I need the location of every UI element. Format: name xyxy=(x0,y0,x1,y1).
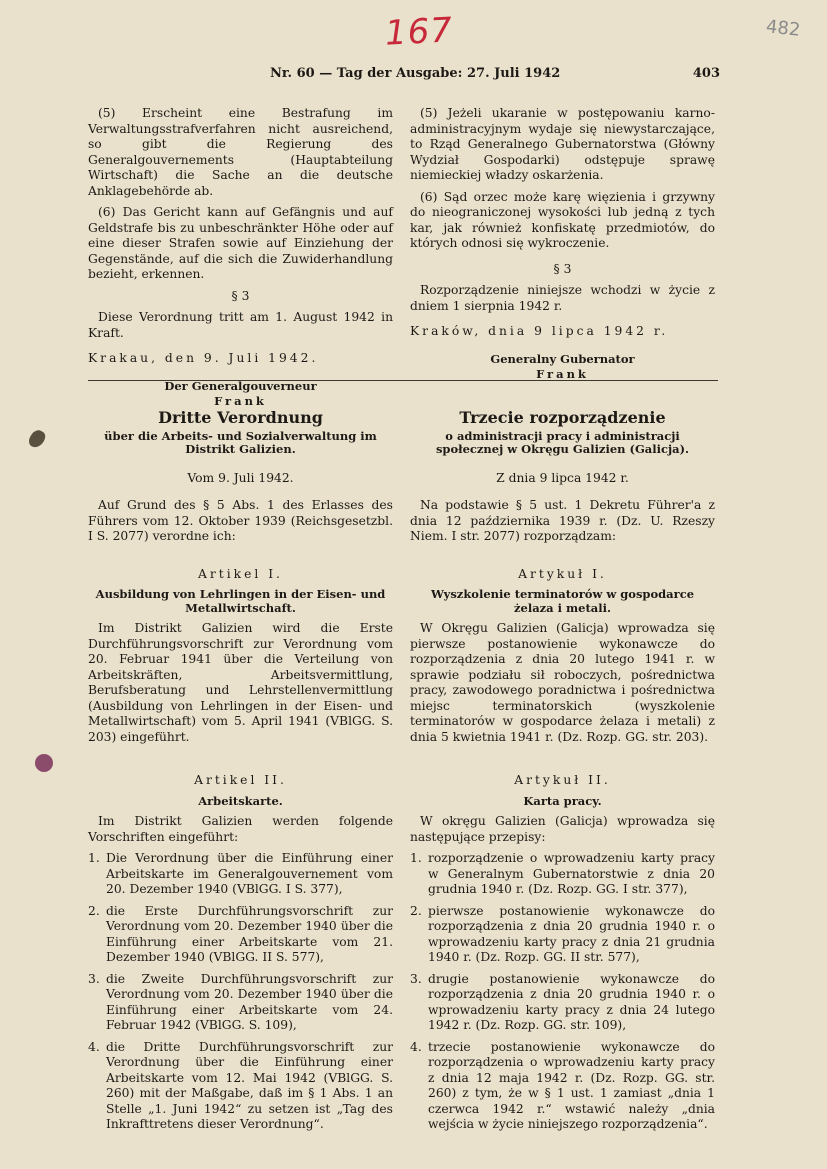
article-2-intro: W okręgu Galizien (Galicja) wprowadza się następujące przepisy: xyxy=(410,814,715,844)
article-1-title: Wyszkolenie terminatorów w gospodarce żelaza i metali. xyxy=(430,587,695,615)
article-2-heading: Artykuł II. xyxy=(514,773,611,787)
paragraph-6: (6) Sąd orzec może karę więzienia i grzywny do nieograniczonej wysokości lub jedną z tych kar, jak również konfiskatę przedmiotów, do których odnosi się wykroczenie. xyxy=(410,189,715,250)
divider-line xyxy=(88,380,718,381)
article-1-text: Im Distrikt Galizien wird die Erste Durchführungsvorschrift zur Verordnung vom 20. Februar 1941 über die Verteilung von Arbeitskräften, Arbeitsvermittlung, Berufsberatung und Lehrstellenvermittlung (Ausbildung von Lehrlingen in der Eisen- und Metallwirtschaft) vom 5. April 1941 (VBlGG. S. 203) eingeführt. xyxy=(88,621,393,744)
paragraph-5: (5) Jeżeli ukaranie w postępowaniu karno-administracyjnym wydaje się niewystarczające, to Rząd Generalnego Gubernatorstwa (Główny Wydział Gospodarki) odstępuje sprawę niemieckiej władzy oskarżenia. xyxy=(410,106,715,182)
paragraph-5: (5) Erscheint eine Bestrafung im Verwaltungsstrafverfahren nicht ausreichend, so gibt die Regierung des Generalgouvernements (Hauptabteilung Wirtschaft) die Sache an die deutsche Anklagebehörde ab. xyxy=(88,106,393,198)
regulation-list xyxy=(410,851,715,1133)
signature-name: Frank xyxy=(536,367,589,381)
german-column xyxy=(88,410,393,1139)
article-1-heading: Artikel I. xyxy=(198,566,283,581)
ordinance-date: Z dnia 9 lipca 1942 r. xyxy=(496,470,629,485)
section-heading: § 3 xyxy=(553,261,572,276)
preamble: Auf Grund des § 5 Abs. 1 des Erlasses des Führers vom 12. Oktober 1939 (Reichsgesetzbl. I S. 2077) verordne ich: xyxy=(88,498,393,543)
paragraph-6: (6) Das Gericht kann auf Gefängnis und auf Geldstrafe bis zu unbeschränkter Höhe oder auf eine dieser Strafen sowie auf Einziehung der Gegenstände, auf die sich die Zuwiderhandlung bezieht, erkennen. xyxy=(88,205,393,281)
top-polish-column xyxy=(410,106,715,383)
preamble: Na podstawie § 5 ust. 1 Dekretu Führer'a z dnia 12 października 1939 r. (Dz. U. Rzeszy Niem. I str. 2077) rozporządzam: xyxy=(410,498,715,543)
place-date: Kraków, dnia 9 lipca 1942 r. xyxy=(410,324,669,338)
article-2-title: Karta pracy. xyxy=(523,793,602,808)
ordinance-subtitle: über die Arbeits- und Sozialverwaltung im Distrikt Galizien. xyxy=(104,428,377,456)
handwritten-folio-number: 167 xyxy=(383,10,454,54)
article-2-heading: Artikel II. xyxy=(194,773,287,787)
place-date: Krakau, den 9. Juli 1942. xyxy=(88,351,319,365)
signature-title: Der Generalgouverneur xyxy=(164,378,317,393)
list-item: 2. pierwsze postanowienie wykonawcze do rozporządzenia z dnia 20 grudnia 1940 r. o wprowadzeniu karty pracy z dnia 21 grudnia 1940 r. (Dz. Rozp. GG. II str. 577), xyxy=(410,903,715,964)
article-1-heading: Artykuł I. xyxy=(518,566,607,581)
stamp-mark xyxy=(35,754,53,772)
page-number: 403 xyxy=(692,66,720,81)
article-2-title: Arbeitskarte. xyxy=(198,793,283,808)
list-item: 4. die Dritte Durchführungsvorschrift zur Verordnung über die Einführung einer Arbeitskarte vom 12. Mai 1942 (VBlGG. S. 260) mit der Maßgabe, daß im § 1 Abs. 1 an Stelle „1. Juni 1942“ zu setzen ist „Tag des Inkrafttretens dieser Verordnung“. xyxy=(88,1039,393,1131)
list-item: 4. trzecie postanowienie wykonawcze do rozporządzenia o wprowadzeniu karty pracy z dnia 12 maja 1942 r. (Dz. Rozp. GG. str. 260) z tym, że w § 1 ust. 1 zamiast „dnia 1 czerwca 1942 r.“ wstawić należy „dnia wejścia w życie niniejszego rozporządzenia“. xyxy=(410,1039,715,1131)
regulation-list xyxy=(88,851,393,1133)
ordinance-date: Vom 9. Juli 1942. xyxy=(187,470,294,485)
section-text: Diese Verordnung tritt am 1. August 1942 in Kraft. xyxy=(88,310,393,340)
section-text: Rozporządzenie niniejsze wchodzi w życie z dniem 1 sierpnia 1942 r. xyxy=(410,283,715,313)
ordinance-title: Dritte Verordnung xyxy=(158,408,323,427)
list-item: 3. die Zweite Durchführungsvorschrift zur Verordnung vom 20. Dezember 1940 über die Einführung einer Arbeitskarte vom 24. Februar 1942 (VBlGG. S. 109), xyxy=(88,971,393,1032)
ordinance-subtitle: o administracji pracy i administracji społecznej w Okręgu Galizien (Galicja). xyxy=(435,428,690,456)
top-german-column xyxy=(88,106,393,410)
page-header xyxy=(270,66,720,81)
list-item: 1. Die Verordnung über die Einführung einer Arbeitskarte im Generalgouvernement vom 20. Dezember 1940 (VBlGG. I S. 377), xyxy=(88,851,393,896)
polish-column xyxy=(410,410,715,1139)
ink-blot xyxy=(26,428,47,451)
signature-name: Frank xyxy=(214,394,267,408)
pencil-corner-number: 482 xyxy=(764,16,802,41)
list-item: 2. die Erste Durchführungsvorschrift zur Verordnung vom 20. Dezember 1940 über die Einführung einer Arbeitskarte vom 21. Dezember 1940 (VBlGG. II S. 577), xyxy=(88,903,393,964)
signature-title: Generalny Gubernator xyxy=(490,351,635,366)
header-issue: Nr. 60 — Tag der Ausgabe: 27. Juli 1942 xyxy=(270,66,561,81)
ordinance-title: Trzecie rozporządzenie xyxy=(459,408,666,427)
article-1-text: W Okręgu Galizien (Galicja) wprowadza się pierwsze postanowienie wykonawcze do rozporządzenia z dnia 20 lutego 1941 r. w sprawie podziału sił roboczych, pośrednictwa pracy, zawodowego poradnictwa i pośrednictwa miejsc terminatorskich (wyszkolenie terminatorów w gospodarce żelaza i metali) z dnia 5 kwietnia 1941 r. (Dz. Rozp. GG. str. 203). xyxy=(410,621,715,744)
article-1-title: Ausbildung von Lehrlingen in der Eisen- und Metallwirtschaft. xyxy=(95,587,386,615)
list-item: 3. drugie postanowienie wykonawcze do rozporządzenia z dnia 20 grudnia 1940 r. o wprowadzeniu karty pracy z dnia 24 lutego 1942 r. (Dz. Rozp. GG. str. 109), xyxy=(410,971,715,1032)
article-2-intro: Im Distrikt Galizien werden folgende Vorschriften eingeführt: xyxy=(88,814,393,844)
list-item: 1. rozporządzenie o wprowadzeniu karty pracy w Generalnym Gubernatorstwie z dnia 20 grudnia 1940 r. (Dz. Rozp. GG. I str. 377), xyxy=(410,851,715,896)
section-heading: § 3 xyxy=(231,288,250,303)
